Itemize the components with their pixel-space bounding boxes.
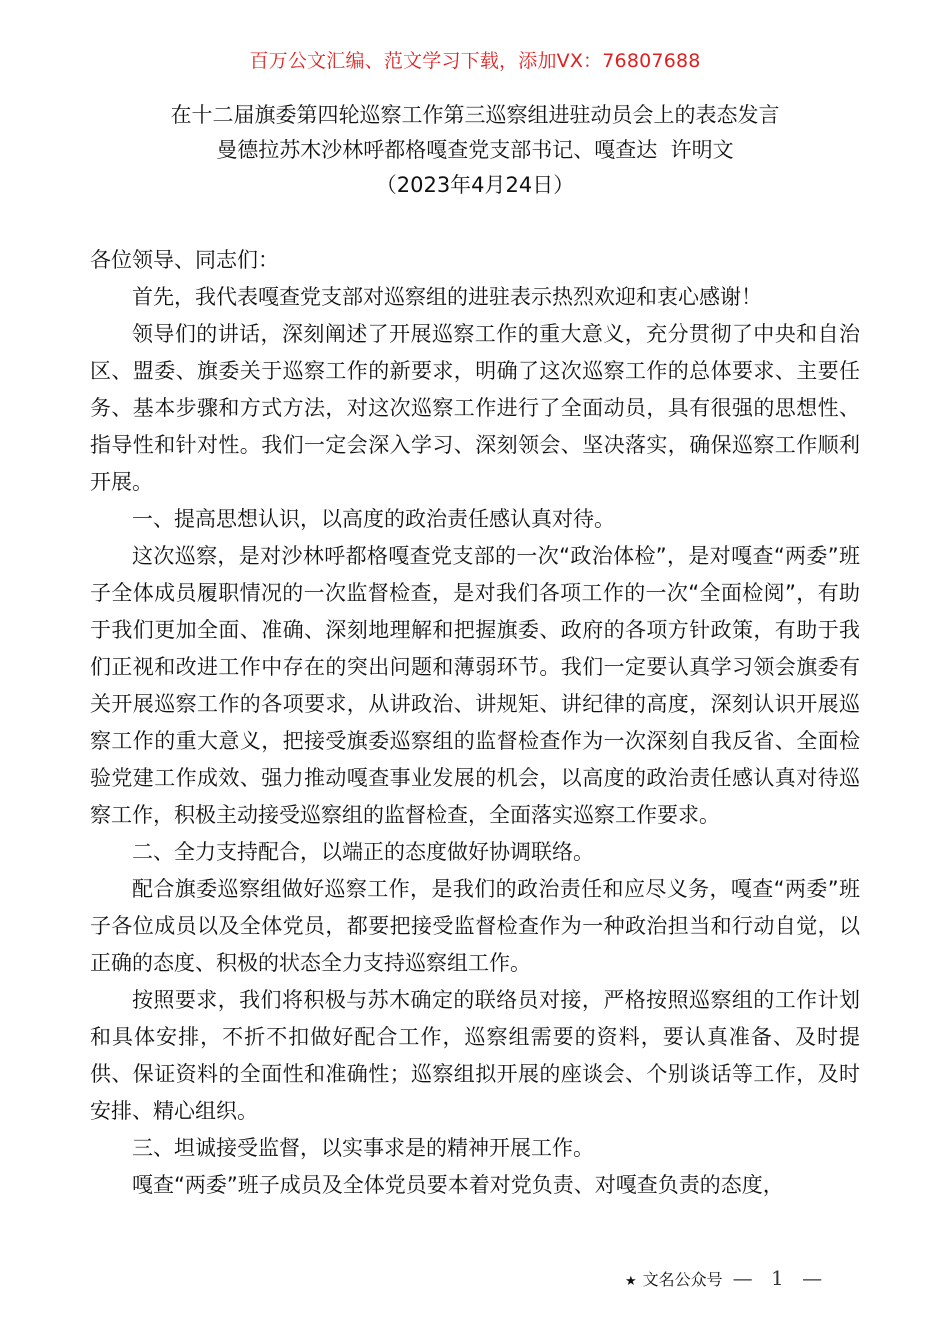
paragraph: 配合旗委巡察组做好巡察工作，是我们的政治责任和应尽义务，嘎查“两委”班子各位成员以及全体党员，都要把接受监督检查作为一种政治担当和行动自觉，以正确的态度、积极的状态全力支持巡察组工作。: [90, 877, 860, 975]
paragraph: 嘎查“两委”班子成员及全体党员要本着对党负责、对嘎查负责的态度，: [132, 1173, 784, 1197]
section-heading-1: 一、提高思想认识，以高度的政治责任感认真对待。: [132, 507, 615, 531]
document-body: [90, 242, 860, 1204]
section-heading-3: 三、坦诚接受监督，以实事求是的精神开展工作。: [132, 1136, 594, 1160]
footer-source: 文名公众号: [642, 1270, 723, 1289]
paragraph: 按照要求，我们将积极与苏木确定的联络员对接，严格按照巡察组的工作计划和具体安排，不折不扣做好配合工作，巡察组需要的资料，要认真准备、及时提供、保证资料的全面性和准确性；巡察组拟开展的座谈会、个别谈话等工作，及时安排、精心组织。: [90, 988, 860, 1123]
paragraph: 这次巡察，是对沙林呼都格嘎查党支部的一次“政治体检”，是对嘎查“两委”班子全体成员履职情况的一次监督检查，是对我们各项工作的一次“全面检阅”，有助于我们更加全面、准确、深刻地理解和把握旗委、政府的各项方针政策，有助于我们正视和改进工作中存在的突出问题和薄弱环节。我们一定要认真学习领会旗委有关开展巡察工作的各项要求，从讲政治、讲规矩、讲纪律的高度，深刻认识开展巡察工作的重大意义，把接受旗委巡察组的监督检查作为一次深刻自我反省、全面检验党建工作成效、强力推动嘎查事业发展的机会，以高度的政治责任感认真对待巡察工作，积极主动接受巡察组的监督检查，全面落实巡察工作要求。: [90, 544, 860, 827]
salutation: 各位领导、同志们：: [90, 248, 279, 272]
paragraph: 首先，我代表嘎查党支部对巡察组的进驻表示热烈欢迎和衷心感谢！: [132, 285, 762, 309]
date-line: （2023年4月24日）: [375, 173, 575, 197]
section-heading-2: 二、全力支持配合，以端正的态度做好协调联络。: [132, 840, 594, 864]
document-title: 在十二届旗委第四轮巡察工作第三巡察组进驻动员会上的表态发言: [170, 103, 780, 127]
page-number: — 1 —: [732, 1266, 829, 1290]
star-icon: ★: [625, 1274, 637, 1289]
document-header: [0, 98, 950, 203]
author-line: 曼德拉苏木沙林呼都格嘎查党支部书记、嘎查达 许明文: [216, 138, 734, 162]
page-footer: [625, 1266, 828, 1290]
watermark-banner: 百万公文汇编、范文学习下载，添加VX：76807688: [249, 50, 701, 72]
paragraph: 领导们的讲话，深刻阐述了开展巡察工作的重大意义，充分贯彻了中央和自治区、盟委、旗委关于巡察工作的新要求，明确了这次巡察工作的总体要求、主要任务、基本步骤和方式方法，对这次巡察工作进行了全面动员，具有很强的思想性、指导性和针对性。我们一定会深入学习、深刻领会、坚决落实，确保巡察工作顺利开展。: [90, 322, 860, 494]
